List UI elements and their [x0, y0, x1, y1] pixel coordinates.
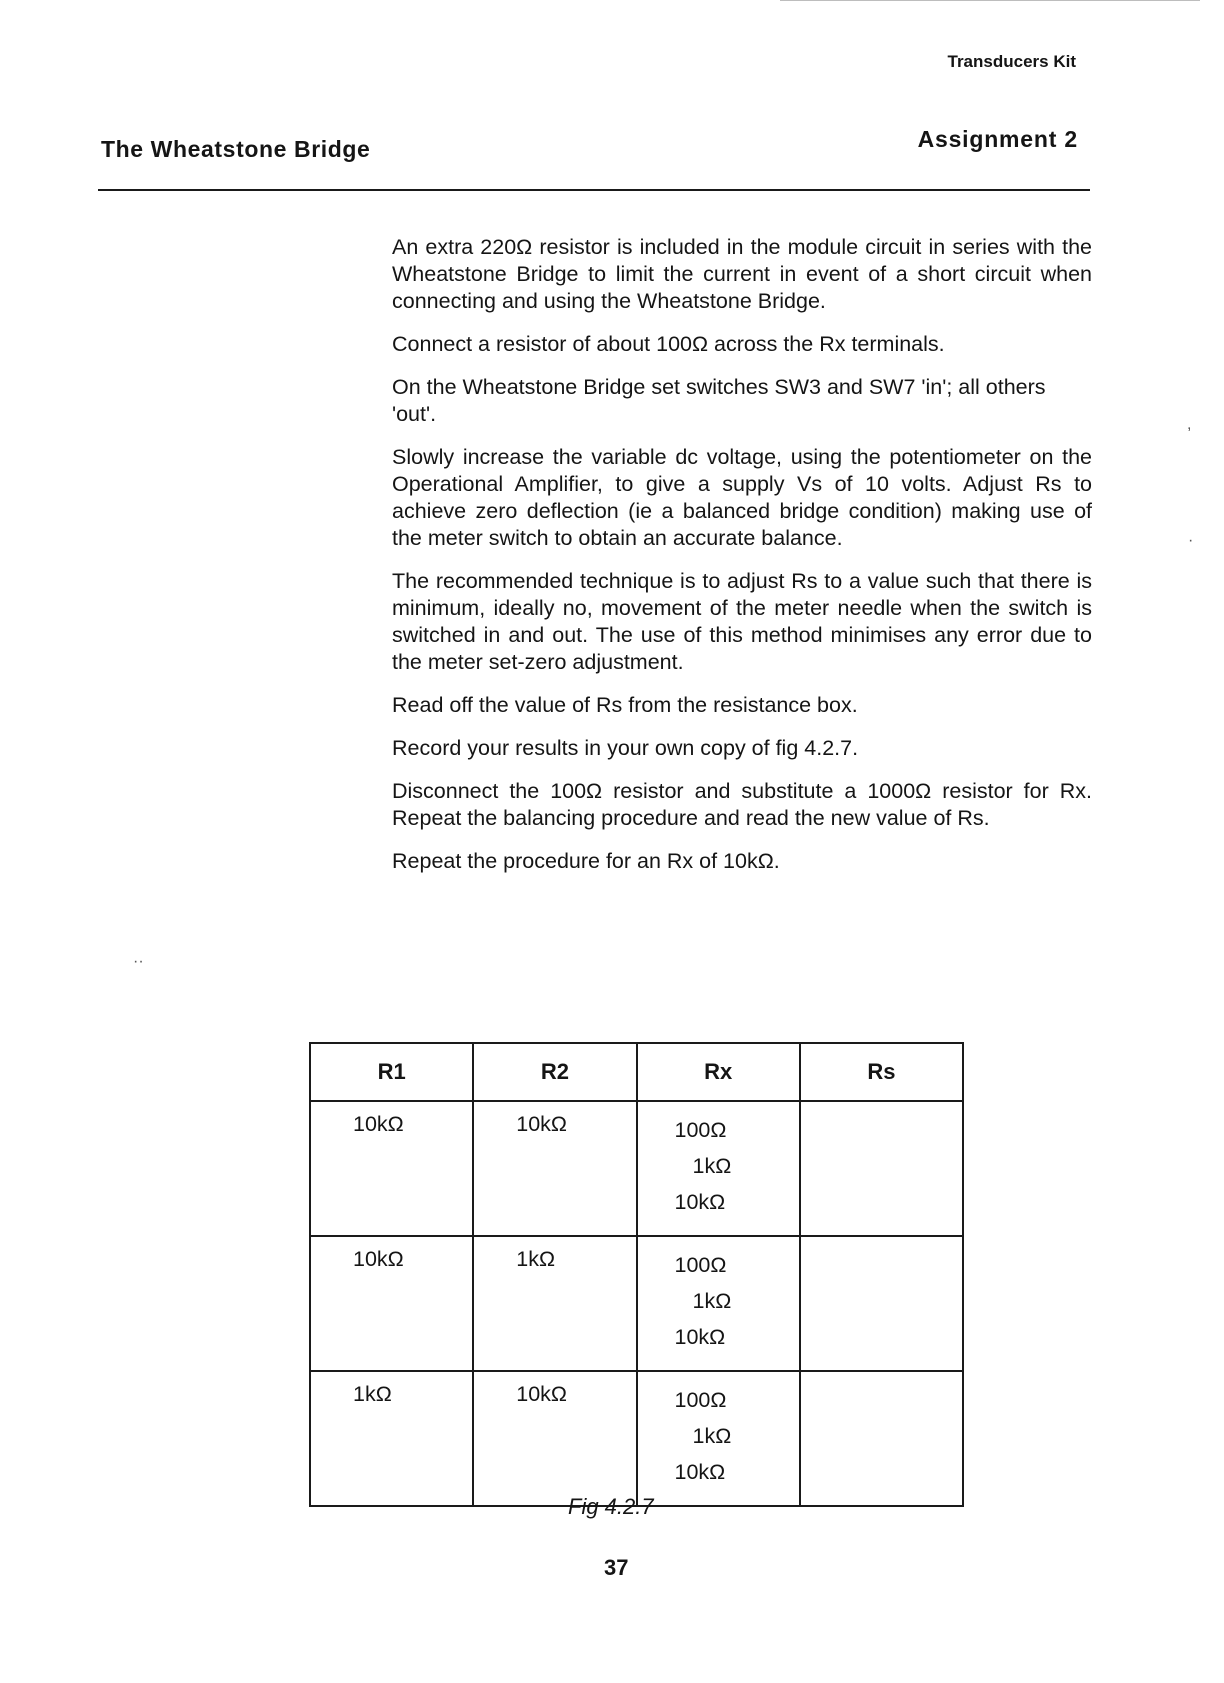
- cell-rs: [800, 1371, 963, 1506]
- rx-value: 10kΩ: [674, 1460, 726, 1484]
- paragraph: Slowly increase the variable dc voltage, using the potentiometer on the Operational Amplifier, to give a supply Vs of 10 volts. Adjust Rs to achieve zero deflection (ie a balanced bridge condition) making use of the meter switch to obtain an accurate balance.: [392, 445, 1092, 550]
- rx-value: 100Ω: [674, 1388, 727, 1412]
- kit-label: Transducers Kit: [947, 52, 1076, 71]
- rx-value: 100Ω: [674, 1253, 727, 1277]
- cell-r2: 1kΩ: [473, 1236, 636, 1371]
- paragraph: Read off the value of Rs from the resistance box.: [392, 693, 858, 717]
- paragraph: On the Wheatstone Bridge set switches SW3 and SW7 'in'; all others 'out'.: [392, 375, 1046, 426]
- results-table-wrapper: [309, 1042, 964, 1507]
- results-table: [309, 1042, 964, 1507]
- table-row: [310, 1101, 963, 1236]
- rx-value: 1kΩ: [692, 1289, 732, 1313]
- table-row: [310, 1371, 963, 1506]
- cell-r1: 10kΩ: [310, 1101, 473, 1236]
- header-r1: R1: [310, 1043, 473, 1101]
- cell-rx: [637, 1236, 800, 1371]
- paragraph: Record your results in your own copy of fig 4.2.7.: [392, 736, 859, 760]
- scan-edge-line: [780, 0, 1200, 1]
- assignment-label: Assignment 2: [917, 126, 1078, 152]
- header-rx: Rx: [637, 1043, 800, 1101]
- header-rs: Rs: [800, 1043, 963, 1101]
- table-row: [310, 1236, 963, 1371]
- cell-rx: [637, 1371, 800, 1506]
- page-title: The Wheatstone Bridge: [101, 136, 371, 162]
- header-divider: [98, 189, 1090, 191]
- paragraph: Repeat the procedure for an Rx of 10kΩ.: [392, 849, 780, 873]
- instructions-body: [392, 234, 1092, 891]
- rx-value: 10kΩ: [674, 1190, 726, 1214]
- scan-speck: ·: [1188, 532, 1194, 549]
- figure-caption: Fig 4.2.7: [568, 1494, 654, 1519]
- paragraph: An extra 220Ω resistor is included in the module circuit in series with the Wheatstone Bridge to limit the current in event of a short circuit when connecting and using the Wheatstone Bridge.: [392, 235, 1092, 313]
- cell-r1: 10kΩ: [310, 1236, 473, 1371]
- scan-speck: ··: [133, 953, 144, 970]
- page-number: 37: [604, 1555, 629, 1580]
- paragraph: The recommended technique is to adjust Rs to a value such that there is minimum, ideally no, movement of the meter needle when the switch is switched in and out. The use of this method minimises any error due to the meter set-zero adjustment.: [392, 569, 1092, 674]
- paragraph: Disconnect the 100Ω resistor and substitute a 1000Ω resistor for Rx. Repeat the balancing procedure and read the new value of Rs.: [392, 779, 1092, 830]
- header-r2: R2: [473, 1043, 636, 1101]
- rx-value: 10kΩ: [674, 1325, 726, 1349]
- table-header-row: [310, 1043, 963, 1101]
- cell-r2: 10kΩ: [473, 1371, 636, 1506]
- rx-value: 1kΩ: [692, 1424, 732, 1448]
- cell-rs: [800, 1236, 963, 1371]
- scan-speck: ,: [1187, 416, 1192, 433]
- paragraph: Connect a resistor of about 100Ω across the Rx terminals.: [392, 332, 945, 356]
- cell-r1: 1kΩ: [310, 1371, 473, 1506]
- rx-value: 100Ω: [674, 1118, 727, 1142]
- cell-r2: 10kΩ: [473, 1101, 636, 1236]
- cell-rs: [800, 1101, 963, 1236]
- rx-value: 1kΩ: [692, 1154, 732, 1178]
- cell-rx: [637, 1101, 800, 1236]
